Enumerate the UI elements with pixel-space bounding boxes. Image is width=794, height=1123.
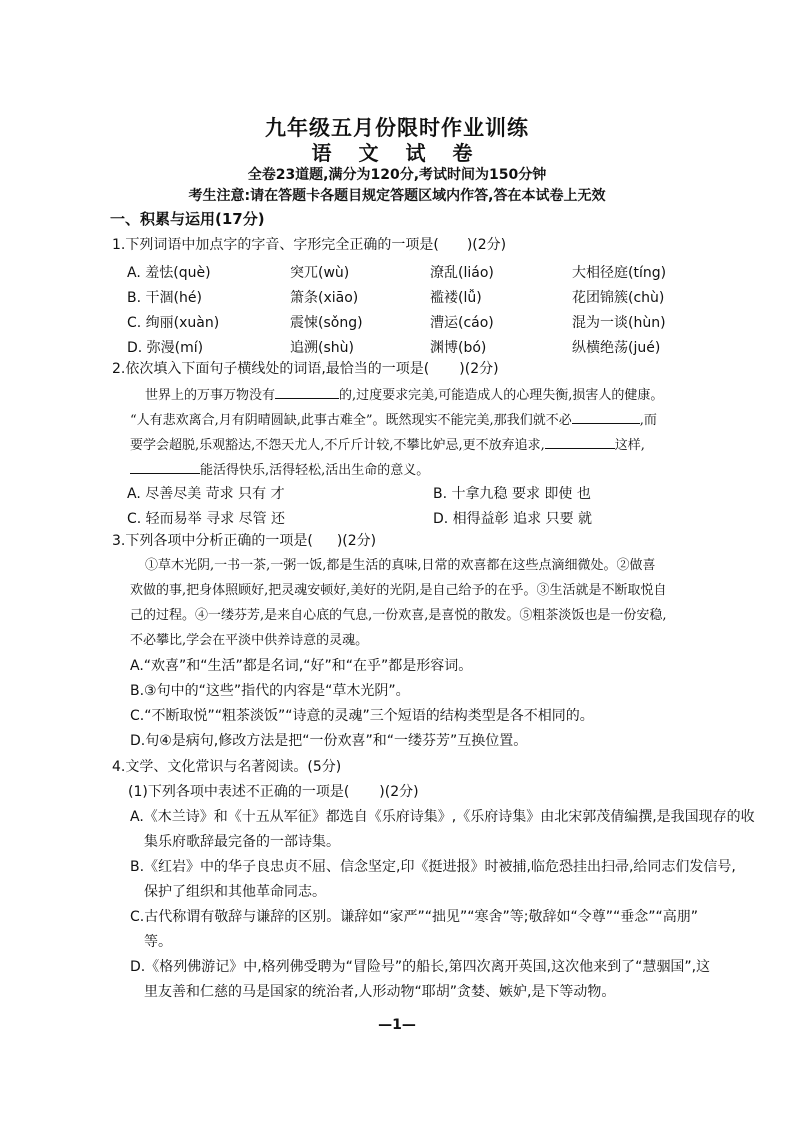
q3-passage-line-1: ①草木光阴,一书一茶,一粥一饭,都是生活的真味,日常的欢喜都在这些点滴细微处。②做喜 [145, 558, 656, 573]
q3-passage-line-4: 不必攀比,学会在平淡中供养诗意的灵魂。 [130, 633, 369, 648]
q1-option-b-1: B. 干涸(hé) [127, 290, 202, 306]
q2-text: ,而 [639, 413, 657, 428]
q1-option-d-2: 追溯(shù) [290, 340, 354, 356]
question-4-stem: 4.文学、文化常识与名著阅读。(5分) [112, 759, 342, 775]
q2-passage-line-2 [130, 409, 657, 430]
q4-option-c-line-2: 等。 [144, 934, 172, 950]
q1-option-c-3: 漕运(cáo) [430, 315, 494, 331]
exam-title: 九年级五月份限时作业训练 [265, 116, 529, 140]
fill-blank [130, 459, 200, 474]
q2-text: 能活得快乐,活得轻松,活出生命的意义。 [200, 463, 430, 478]
q1-option-d-3: 渊博(bó) [430, 340, 487, 356]
q2-passage-line-3 [130, 434, 645, 455]
q2-option-c: C. 轻而易举 寻求 尽管 还 [127, 511, 286, 527]
q3-option-c: C.“不断取悦”“粗茶淡饭”“诗意的灵魂”三个短语的结构类型是各不相同的。 [130, 708, 594, 724]
fill-blank [545, 434, 615, 449]
q2-text: “人有悲欢离合,月有阴晴圆缺,此事古难全”。既然现实不能完美,那我们就不必 [130, 413, 572, 428]
q1-option-a-4: 大相径庭(tíng) [572, 265, 667, 281]
q2-passage-line-1 [145, 384, 663, 405]
question-3-text: 3.下列各项中分析正确的一项是( [112, 533, 313, 549]
q2-option-d: D. 相得益彰 追求 只要 就 [433, 511, 593, 527]
q2-option-b: B. 十拿九稳 要求 即使 也 [433, 486, 591, 502]
question-1-stem [112, 236, 506, 254]
q2-text: 这样, [614, 438, 645, 453]
q3-passage-line-3: 己的过程。④一缕芬芳,是来自心底的气息,一份欢喜,是喜悦的散发。⑤粗茶淡饭也是一份安稳, [130, 608, 667, 623]
q3-option-a: A.“欢喜”和“生活”都是名词,“好”和“在乎”都是形容词。 [130, 658, 473, 674]
q2-passage-line-4 [130, 459, 429, 480]
question-2-stem [112, 360, 499, 378]
question-4-sub-1 [128, 783, 419, 801]
exam-notice: 考生注意:请在答题卡各题目规定答题区域内作答,答在本试卷上无效 [188, 188, 606, 204]
question-3-score: )(2分) [336, 533, 377, 549]
question-3-stem [112, 532, 376, 550]
question-2-score: )(2分) [459, 361, 499, 377]
question-4-sub-score: )(2分) [379, 784, 419, 800]
q4-option-a-line-2: 集乐府歌辞最完备的一部诗集。 [144, 834, 340, 850]
q1-option-b-3: 褴褛(lǚ) [430, 290, 482, 306]
question-4-sub-text: (1)下列各项中表述不正确的一项是( [128, 784, 350, 800]
q1-option-d-1: D. 弥漫(mí) [127, 340, 204, 356]
fill-blank [572, 409, 640, 424]
q1-option-c-1: C. 绚丽(xuàn) [127, 315, 220, 331]
q2-option-a: A. 尽善尽美 苛求 只有 才 [127, 486, 285, 502]
q3-option-b: B.③句中的“这些”指代的内容是“草木光阴”。 [130, 683, 410, 699]
q1-option-a-1: A. 羞怯(què) [127, 265, 211, 281]
question-2-text: 2.依次填入下面句子横线处的词语,最恰当的一项是( [112, 361, 430, 377]
q1-option-a-2: 突兀(wù) [290, 265, 350, 281]
q4-option-c-line-1: C.古代称谓有敬辞与谦辞的区别。谦辞如“家严”“拙见”“寒舍”等;敬辞如“令尊”“垂念”“高朋” [130, 909, 698, 925]
question-1-text: 1.下列词语中加点字的字音、字形完全正确的一项是( [112, 237, 439, 253]
question-1-score: )(2分) [466, 237, 507, 253]
q1-option-c-2: 震悚(sǒng) [290, 315, 363, 331]
exam-info: 全卷23道题,满分为120分,考试时间为150分钟 [247, 167, 547, 183]
section-heading: 一、积累与运用(17分) [110, 210, 265, 228]
q1-option-d-4: 纵横绝荡(jué) [572, 340, 661, 356]
q2-text: 要学会超脱,乐观豁达,不怨天尤人,不斤斤计较,不攀比妒忌,更不放弃追求, [130, 438, 545, 453]
exam-subject: 语 文 试 卷 [311, 141, 483, 165]
q1-option-c-4: 混为一谈(hùn) [572, 315, 666, 331]
q4-option-b-line-1: B.《红岩》中的华子良忠贞不屈、信念坚定,印《挺进报》时被捕,临危恐挂出扫帚,给同志们发信号, [130, 859, 736, 875]
q1-option-a-3: 潦乱(liáo) [430, 265, 494, 281]
page-number: —1— [378, 1017, 416, 1033]
q1-option-b-2: 箫条(xiāo) [290, 290, 359, 306]
q2-text: 世界上的万事万物没有 [145, 388, 276, 403]
q1-option-b-4: 花团锦簇(chù) [572, 290, 665, 306]
q3-passage-line-2: 欢做的事,把身体照顾好,把灵魂安顿好,美好的光阴,是自己给予的在乎。③生活就是不断取悦自 [130, 583, 667, 598]
q2-text: 的,过度要求完美,可能造成人的心理失衡,损害人的健康。 [339, 388, 664, 403]
q4-option-d-line-1: D.《格列佛游记》中,格列佛受聘为“冒险号”的船长,第四次离开英国,这次他来到了“慧骃国”,这 [130, 959, 711, 975]
q3-option-d: D.句④是病句,修改方法是把“一份欢喜”和“一缕芬芳”互换位置。 [130, 733, 528, 749]
fill-blank [275, 384, 339, 399]
q4-option-a-line-1: A.《木兰诗》和《十五从军征》都选自《乐府诗集》,《乐府诗集》由北宋郭茂倩编撰,是我国现存的收 [130, 809, 755, 825]
q4-option-b-line-2: 保护了组织和其他革命同志。 [144, 884, 326, 900]
q4-option-d-line-2: 里友善和仁慈的马是国家的统治者,人形动物“耶胡”贪婪、嫉妒,是下等动物。 [144, 984, 616, 1000]
